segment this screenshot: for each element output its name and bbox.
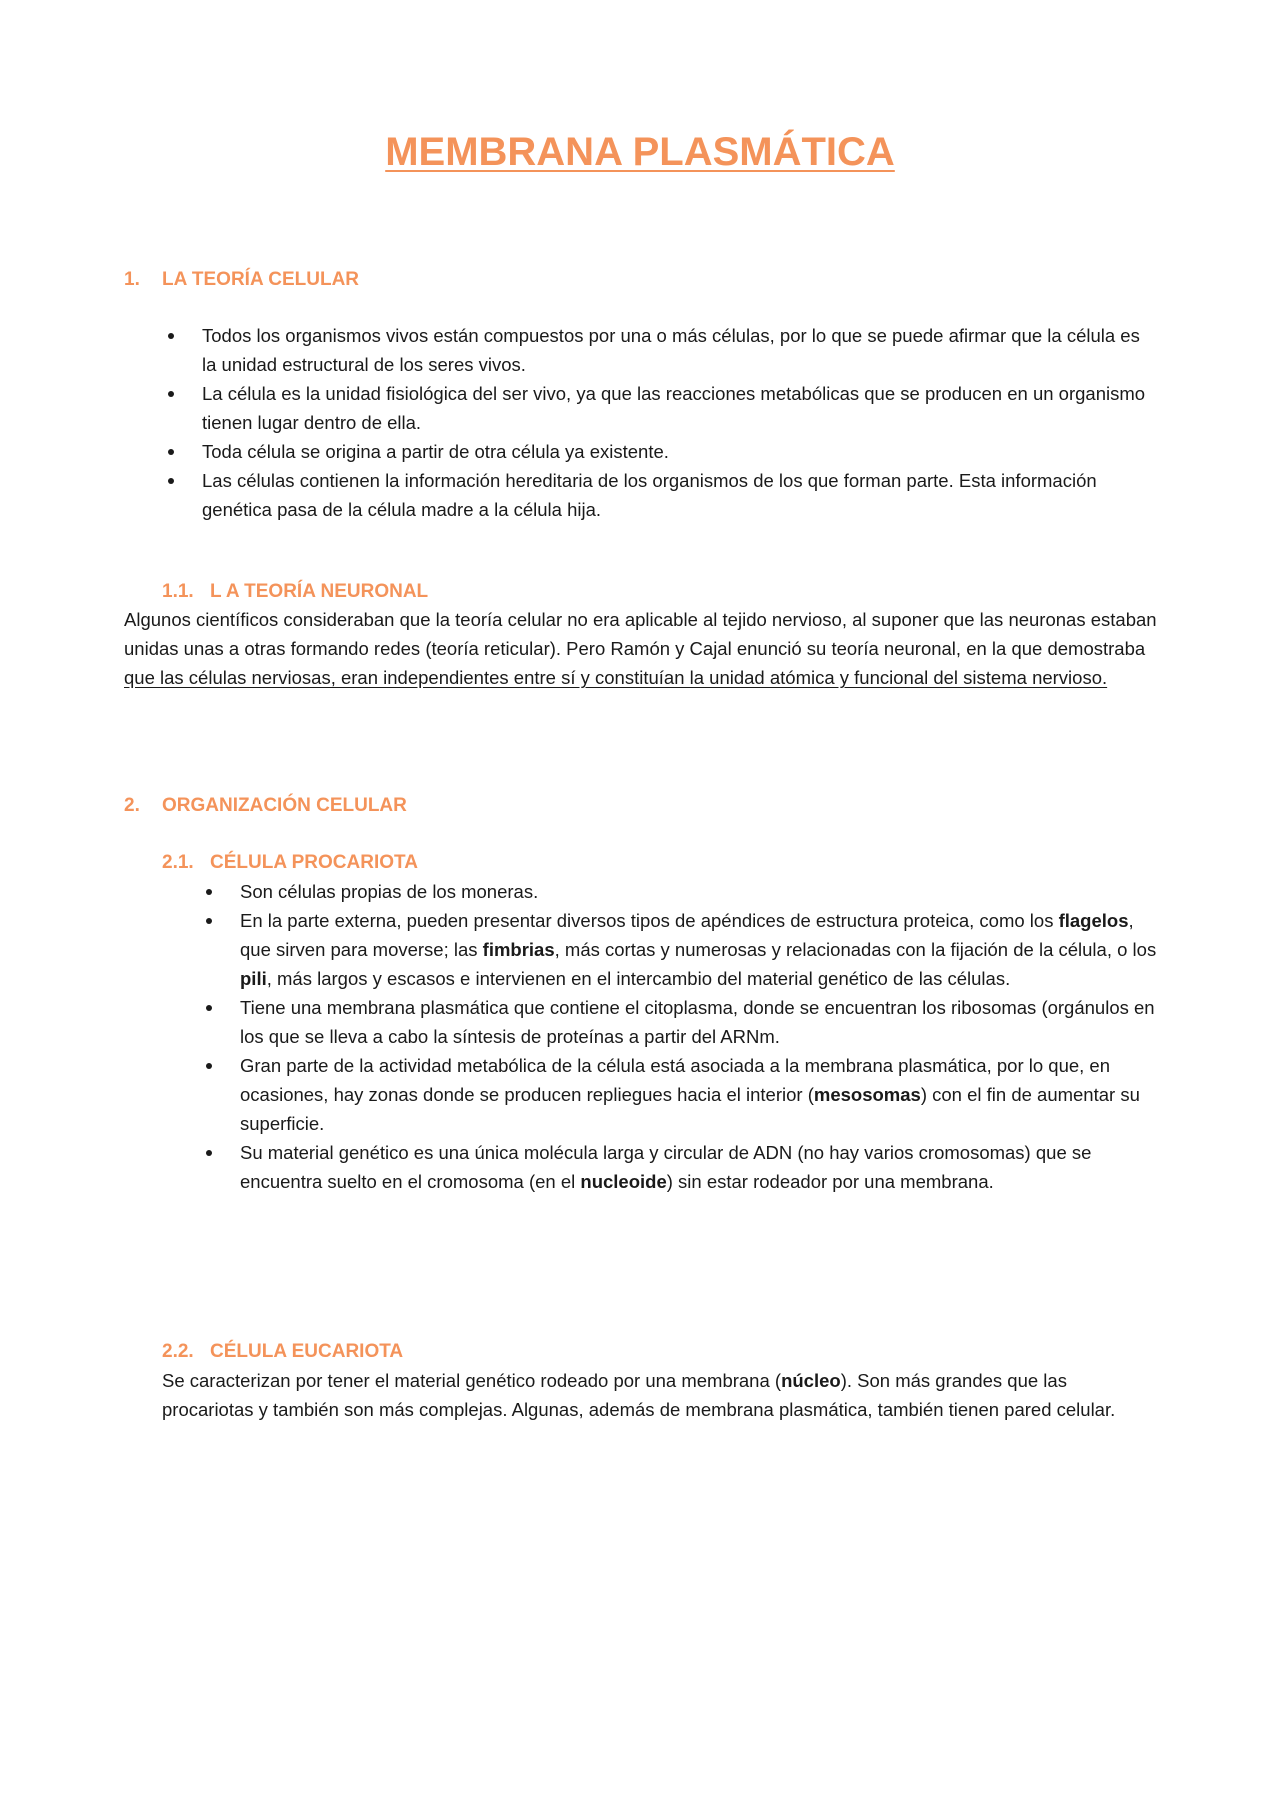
keyword-nucleo: núcleo — [781, 1370, 841, 1391]
page-title: MEMBRANA PLASMÁTICA — [385, 130, 895, 174]
keyword-flagelos: flagelos — [1058, 910, 1129, 931]
section-1-heading: 1. LA TEORÍA CELULAR — [124, 269, 360, 290]
list-item: Su material genético es una única molécula larga y circular de ADN (no hay varios cromosomas) que se encuentra suelto en el cromosoma (en el nucleoide) sin estar rodeador por una membrana. — [206, 1138, 1166, 1196]
list-item: Son células propias de los moneras. — [206, 877, 1166, 906]
list-item: Las células contienen la información hereditaria de los organismos de los que forman parte. Esta información genética pasa de la célula madre a la célula hija. — [168, 466, 1158, 524]
subsection-2-1-heading: 2.1. CÉLULA PROCARIOTA — [162, 852, 418, 873]
eucariota-paragraph: Se caracterizan por tener el material genético rodeado por una membrana (núcleo). Son más grandes que las procariotas y también son más complejas. Algunas, además de membrana plasmática, también tienen pared celular. — [162, 1370, 1116, 1420]
keyword-pili: pili — [240, 968, 267, 989]
list-item: Gran parte de la actividad metabólica de la célula está asociada a la membrana plasmática, por lo que, en ocasiones, hay zonas donde se producen repliegues hacia el interior (mesosomas) con el fin de aumentar su superficie. — [206, 1051, 1166, 1138]
keyword-mesosomas: mesosomas — [813, 1084, 921, 1105]
list-item: Toda célula se origina a partir de otra célula ya existente. — [168, 437, 1158, 466]
subsection-2-2-heading: 2.2. CÉLULA EUCARIOTA — [162, 1341, 404, 1362]
keyword-nucleoide: nucleoide — [580, 1171, 667, 1192]
list-item: En la parte externa, pueden presentar diversos tipos de apéndices de estructura proteica, como los flagelos, que sirven para moverse; las fimbrias, más cortas y numerosas y relacionadas con la fijación de la célula, o los pili, más largos y escasos e intervienen en el intercambio del material genético de las células. — [206, 906, 1166, 993]
section-1-bullet-list — [168, 321, 1158, 524]
section-2-heading: 2. ORGANIZACIÓN CELULAR — [124, 795, 407, 816]
teoria-neuronal-paragraph: Algunos científicos consideraban que la teoría celular no era aplicable al tejido nervioso, al suponer que las neuronas estaban unidas unas a otras formando redes (teoría reticular). Pero Ramón y Cajal enunció su teoría neuronal, en la que demostraba que las células nerviosas, eran independientes entre sí y constituían la unidad atómica y funcional del sistema nervioso. — [124, 609, 1157, 688]
list-item: La célula es la unidad fisiológica del ser vivo, ya que las reacciones metabólicas que se producen en un organismo tienen lugar dentro de ella. — [168, 379, 1158, 437]
underlined-statement: que las células nerviosas, eran independientes entre sí y constituían la unidad atómica y funcional del sistema nervioso. — [124, 667, 1108, 688]
procariota-bullet-list — [206, 877, 1166, 1196]
list-item: Tiene una membrana plasmática que contiene el citoplasma, donde se encuentran los ribosomas (orgánulos en los que se lleva a cabo la síntesis de proteínas a partir del ARNm. — [206, 993, 1166, 1051]
subsection-1-1-heading: 1.1. L A TEORÍA NEURONAL — [162, 581, 429, 602]
keyword-fimbrias: fimbrias — [482, 939, 555, 960]
list-item: Todos los organismos vivos están compuestos por una o más células, por lo que se puede afirmar que la célula es la unidad estructural de los seres vivos. — [168, 321, 1158, 379]
